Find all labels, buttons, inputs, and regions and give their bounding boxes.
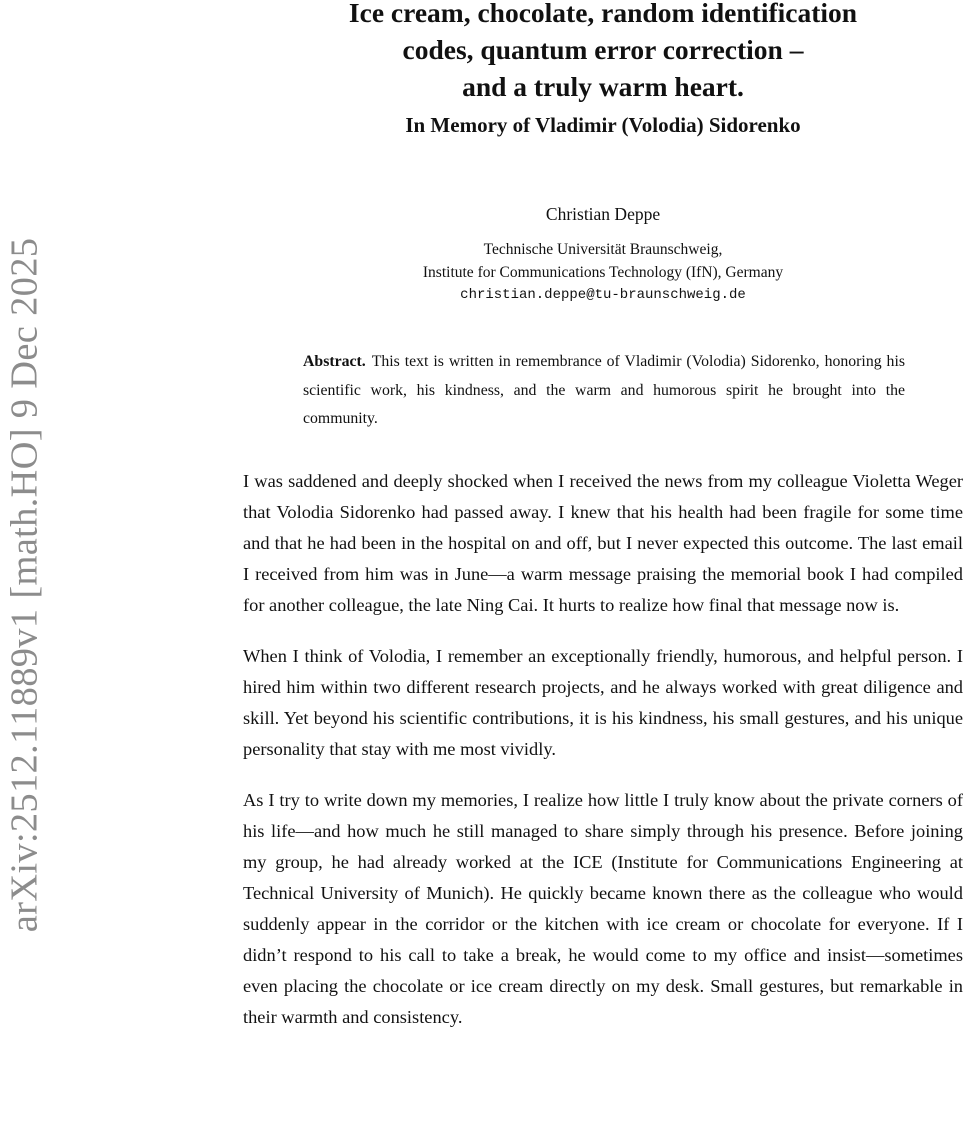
title-line-3: and a truly warm heart. <box>462 71 744 102</box>
arxiv-stamp-text: arXiv:2512.11889v1 [math.HO] 9 Dec 2025 <box>3 237 45 933</box>
abstract <box>303 348 905 434</box>
title-line-2: codes, quantum error correction – <box>402 34 804 65</box>
author-email[interactable]: christian.deppe@tu-braunschweig.de <box>460 287 746 303</box>
arxiv-identifier-stamp <box>4 205 44 965</box>
paper-page <box>243 0 963 1053</box>
author-name: Christian Deppe <box>545 204 661 224</box>
paragraph-3: As I try to write down my memories, I realize how little I truly know about the private corners of his life—and how much he still managed to share simply through his presence. Before joining my group, he had already worked at the ICE (Institute for Communications Engineering at Technical University of Munich). He quickly became known there as the colleague who would suddenly appear in the corridor or the kitchen with ice cream or chocolate for everyone. If I didn’t respond to his call to take a break, he would come to my office and insist—sometimes even placing the chocolate or ice cream directly on my desk. Small gestures, but remarkable in their warmth and consistency. <box>243 789 963 1027</box>
affiliation-line-2: Institute for Communications Technology (IfN), Germany <box>422 264 784 281</box>
paper-subtitle: In Memory of Vladimir (Volodia) Sidorenko <box>405 113 801 137</box>
paragraph-1: I was saddened and deeply shocked when I received the news from my colleague Violetta Weger that Volodia Sidorenko had passed away. I knew that his health had been fragile for some time and that he had been in the hospital on and off, but I never expected this outcome. The last email I received from him was in June—a warm message praising the memorial book I had compiled for another colleague, the late Ning Cai. It hurts to realize how final that message now is. <box>243 470 963 615</box>
paper-title <box>243 0 963 105</box>
affiliation-line-1: Technische Universität Braunschweig, <box>483 241 723 258</box>
abstract-text: This text is written in remembrance of Vladimir (Volodia) Sidorenko, honoring his scientific work, his kindness, and the warm and humorous spirit he brought into the community. <box>303 353 905 427</box>
paragraph-2: When I think of Volodia, I remember an exceptionally friendly, humorous, and helpful person. I hired him within two different research projects, and he always worked with great diligence and skill. Yet beyond his scientific contributions, it is his kindness, his small gestures, and his unique personality that stay with me most vividly. <box>243 645 963 759</box>
title-line-1: Ice cream, chocolate, random identification <box>348 0 858 28</box>
abstract-label: Abstract. <box>303 353 366 370</box>
body-text <box>243 466 963 1033</box>
author-affiliation <box>243 238 963 284</box>
